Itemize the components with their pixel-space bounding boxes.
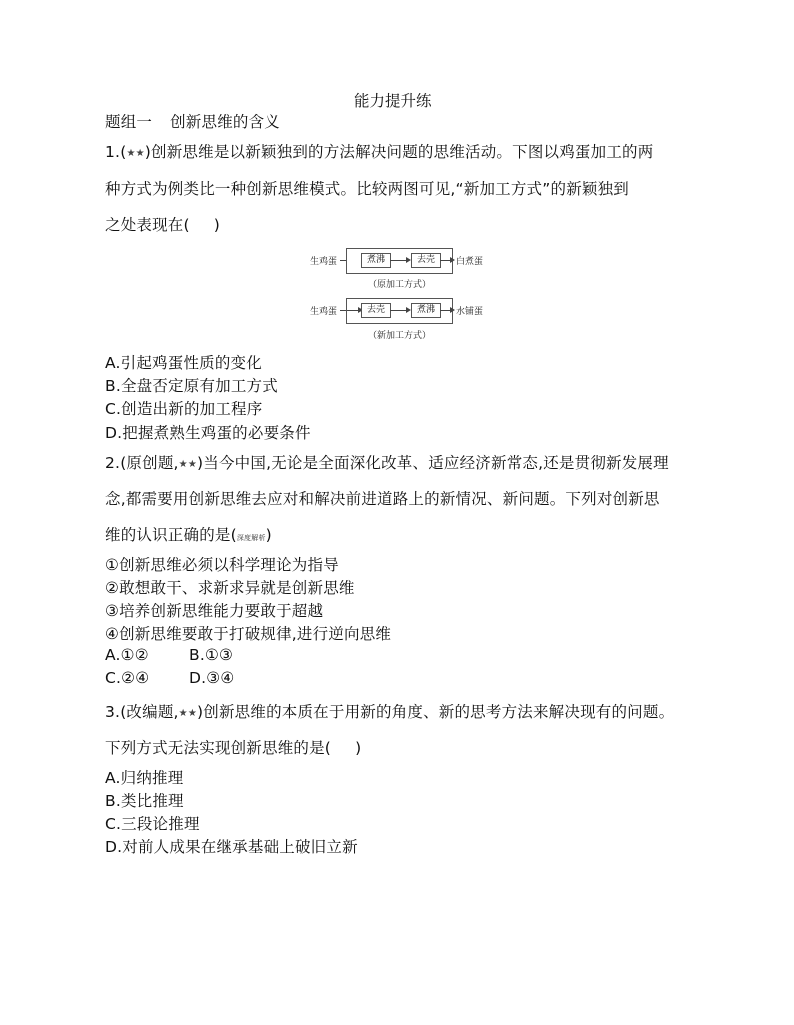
q2-option-c[interactable]: C.②④ <box>105 669 150 687</box>
q1-line2: 种方式为例类比一种创新思维模式。比较两图可见,“新加工方式”的新颖独到 <box>105 180 629 198</box>
q1-option-a[interactable]: A.引起鸡蛋性质的变化 <box>105 354 262 372</box>
q3-option-b[interactable]: B.类比推理 <box>105 792 184 810</box>
q2-option-b[interactable]: B.①③ <box>189 646 234 664</box>
q2-line1 <box>105 451 669 473</box>
egg-process-diagram <box>310 246 490 346</box>
section-heading <box>105 110 280 132</box>
q3-option-a[interactable]: A.归纳推理 <box>105 769 184 787</box>
q1-number: 1.( <box>105 143 127 161</box>
q3-line2 <box>105 736 361 758</box>
q3-option-c[interactable]: C.三段论推理 <box>105 815 200 833</box>
q1-text-3: 之处表现在( <box>105 216 190 234</box>
row1-start-label: 生鸡蛋 <box>310 257 338 267</box>
difficulty-star-icon: ★★ <box>178 708 198 719</box>
difficulty-star-icon: ★★ <box>178 459 198 470</box>
q2-option-d[interactable]: D.③④ <box>189 669 235 687</box>
q2-number: 2.(原创题, <box>105 454 179 472</box>
row1-step1-box: 煮沸 <box>361 253 391 268</box>
q1-option-b[interactable]: B.全盘否定原有加工方式 <box>105 377 278 395</box>
row1-caption: （原加工方式） <box>368 280 432 290</box>
q1-line3 <box>105 213 220 235</box>
q3-option-d[interactable]: D.对前人成果在继承基础上破旧立新 <box>105 838 358 856</box>
q1-option-d[interactable]: D.把握煮熟生鸡蛋的必要条件 <box>105 424 311 442</box>
row2-end-label: 水铺蛋 <box>456 307 484 317</box>
section-title: 创新思维的含义 <box>170 113 281 131</box>
page-title: 能力提升练 <box>354 92 432 110</box>
q2-paren-close: ) <box>265 526 272 544</box>
difficulty-star-icon: ★★ <box>126 148 145 159</box>
q3-text-1: )创新思维的本质在于用新的角度、新的思考方法来解决现有的问题。 <box>197 703 675 721</box>
row2-step1-box: 去壳 <box>361 303 391 318</box>
q3-line1 <box>105 700 674 722</box>
row2-step2-box: 煮沸 <box>411 303 441 318</box>
row1-step2-box: 去壳 <box>411 253 441 268</box>
row1-end-label: 白煮蛋 <box>456 257 484 267</box>
analysis-tag: 深度解析 <box>236 534 266 542</box>
section-label: 题组一 <box>105 113 153 131</box>
q1-line1 <box>105 140 653 162</box>
q2-item-1: ①创新思维必须以科学理论为指导 <box>105 556 339 574</box>
row2-start-label: 生鸡蛋 <box>310 307 338 317</box>
q2-text-3: 维的认识正确的是( <box>105 526 237 544</box>
q2-text-1: )当今中国,无论是全面深化改革、适应经济新常态,还是贯彻新发展理 <box>197 454 669 472</box>
q1-paren-close: ) <box>213 216 220 234</box>
q2-item-3: ③培养创新思维能力要敢于超越 <box>105 602 324 620</box>
q1-option-c[interactable]: C.创造出新的加工程序 <box>105 400 263 418</box>
q3-text-2: 下列方式无法实现创新思维的是( <box>105 739 332 757</box>
q2-item-4: ④创新思维要敢于打破规律,进行逆向思维 <box>105 625 392 643</box>
q2-line3 <box>105 523 272 545</box>
q2-option-a[interactable]: A.①② <box>105 646 149 664</box>
row2-caption: （新加工方式） <box>368 331 432 341</box>
q3-number: 3.(改编题, <box>105 703 179 721</box>
q1-text-1: )创新思维是以新颖独到的方法解决问题的思维活动。下图以鸡蛋加工的两 <box>144 143 654 161</box>
q3-paren-close: ) <box>355 739 362 757</box>
q2-item-2: ②敢想敢干、求新求异就是创新思维 <box>105 579 355 597</box>
q2-line2: 念,都需要用创新思维去应对和解决前进道路上的新情况、新问题。下列对创新思 <box>105 490 660 508</box>
